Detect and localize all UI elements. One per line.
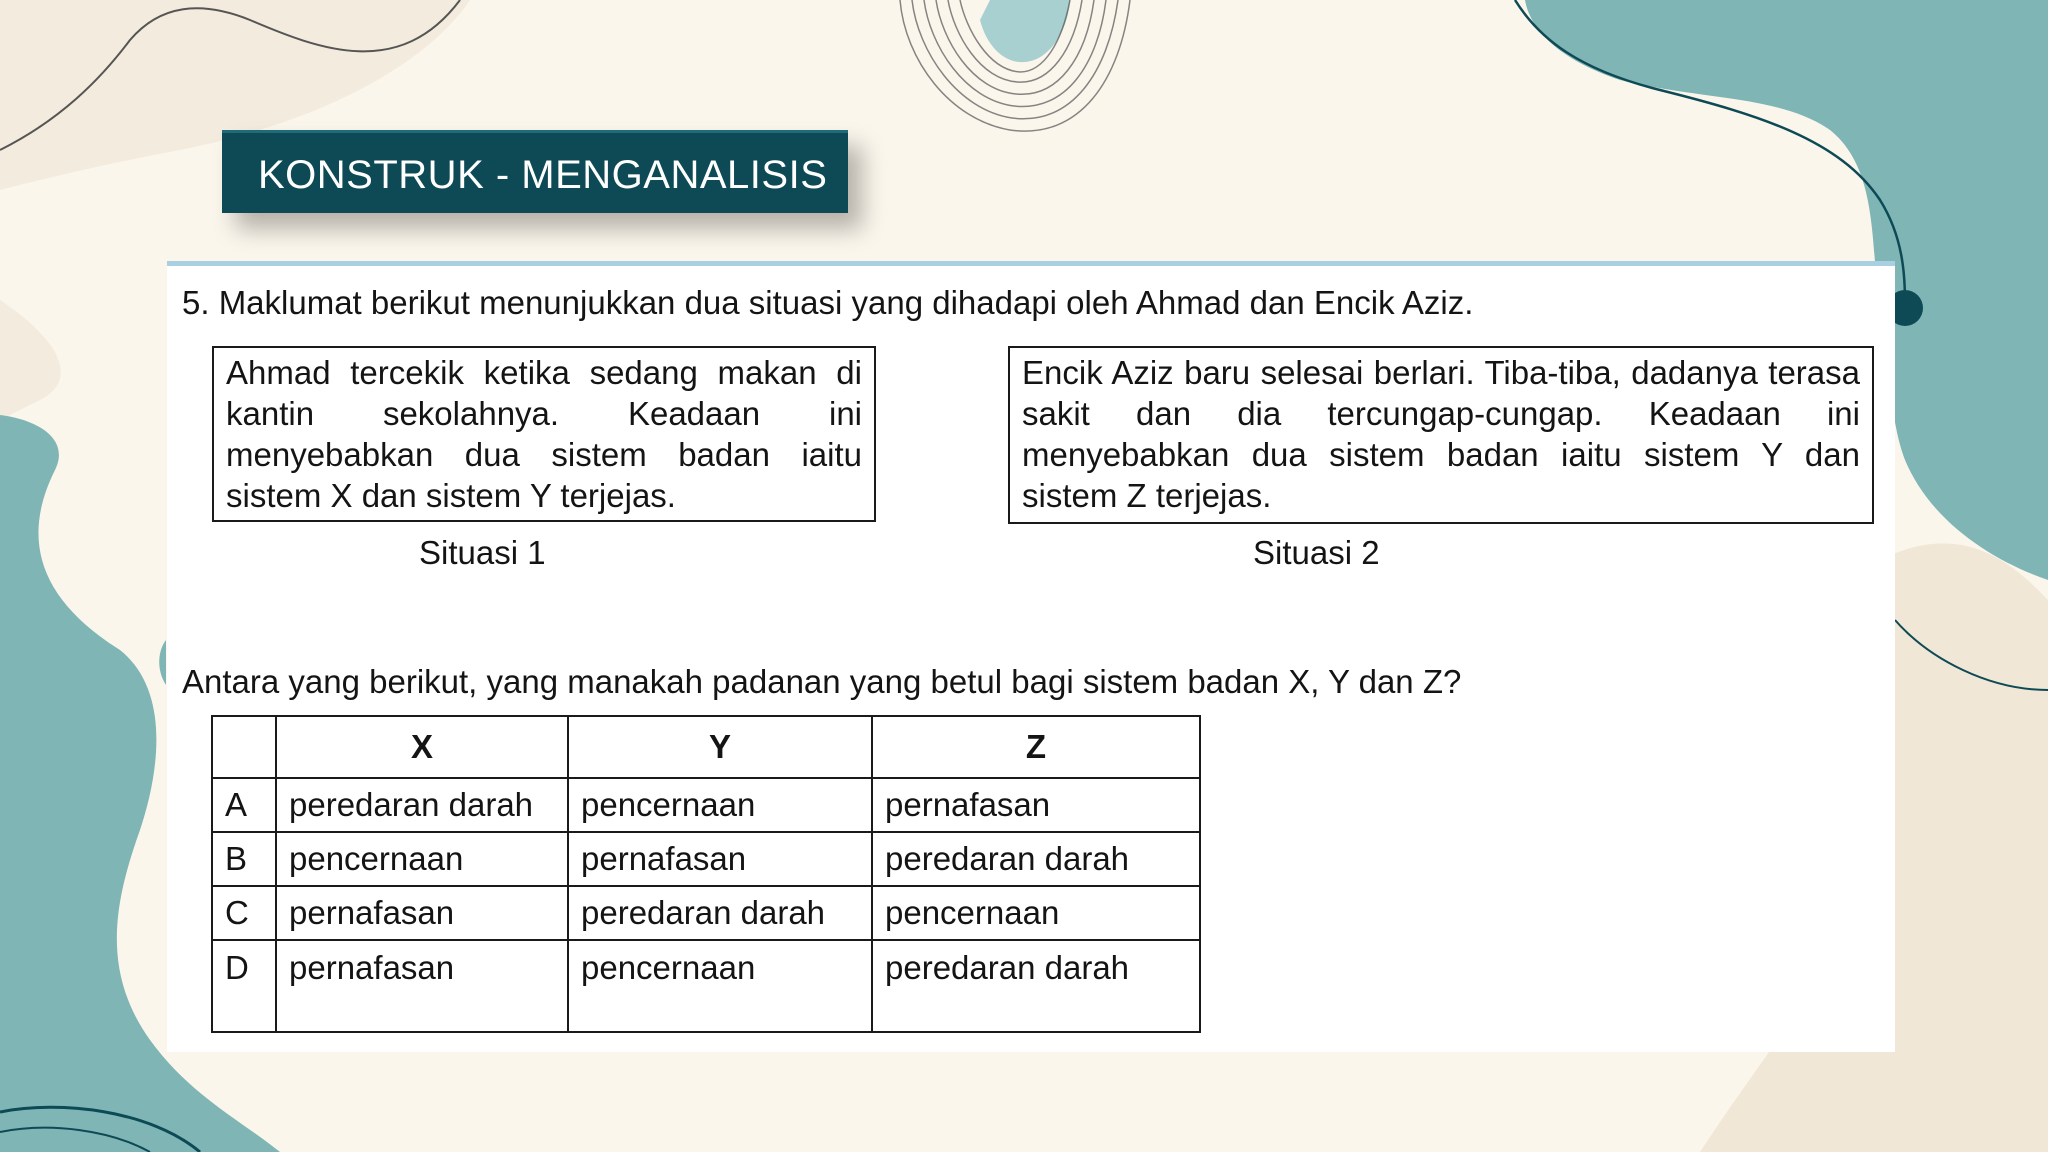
table-row (212, 886, 1200, 940)
section-title-bar (222, 130, 848, 213)
table-cell: pernafasan (276, 886, 568, 940)
table-cell: peredaran darah (568, 886, 872, 940)
situation-2-label: Situasi 2 (1253, 534, 1380, 571)
table-cell: peredaran darah (276, 778, 568, 832)
table-header-cell: X (276, 716, 568, 778)
table-cell: pernafasan (568, 832, 872, 886)
table-header-cell (212, 716, 276, 778)
table-cell: pernafasan (276, 940, 568, 1032)
table-cell: pencernaan (276, 832, 568, 886)
table-cell: pencernaan (568, 940, 872, 1032)
situation-1-label: Situasi 1 (419, 534, 546, 571)
section-title: KONSTRUK - MENGANALISIS (258, 153, 828, 197)
table-cell: pernafasan (872, 778, 1200, 832)
question-intro: 5. Maklumat berikut menunjukkan dua situasi yang dihadapi oleh Ahmad dan Encik Aziz. (182, 284, 1474, 321)
option-letter: D (212, 940, 276, 1032)
table-cell: peredaran darah (872, 832, 1200, 886)
table-cell: pencernaan (568, 778, 872, 832)
option-letter: A (212, 778, 276, 832)
table-cell: peredaran darah (872, 940, 1200, 1032)
table-row (212, 940, 1200, 1032)
situation-1-box: Ahmad tercekik ketika sedang makan di kantin sekolahnya. Keadaan ini menyebabkan dua sistem badan iaitu sistem X dan sistem Y terjejas. (212, 346, 876, 522)
table-header-row (212, 716, 1200, 778)
table-row (212, 832, 1200, 886)
table-cell: pencernaan (872, 886, 1200, 940)
option-letter: B (212, 832, 276, 886)
situation-2-box: Encik Aziz baru selesai berlari. Tiba-tiba, dadanya terasa sakit dan dia tercungap-cungap. Keadaan ini menyebabkan dua sistem badan iaitu sistem Y dan sistem Z terjejas. (1008, 346, 1874, 524)
option-letter: C (212, 886, 276, 940)
table-header-cell: Z (872, 716, 1200, 778)
answer-table (211, 715, 1201, 1033)
table-header-cell: Y (568, 716, 872, 778)
table-row (212, 778, 1200, 832)
question-prompt: Antara yang berikut, yang manakah padanan yang betul bagi sistem badan X, Y dan Z? (182, 663, 1462, 700)
question-card (167, 261, 1895, 1052)
